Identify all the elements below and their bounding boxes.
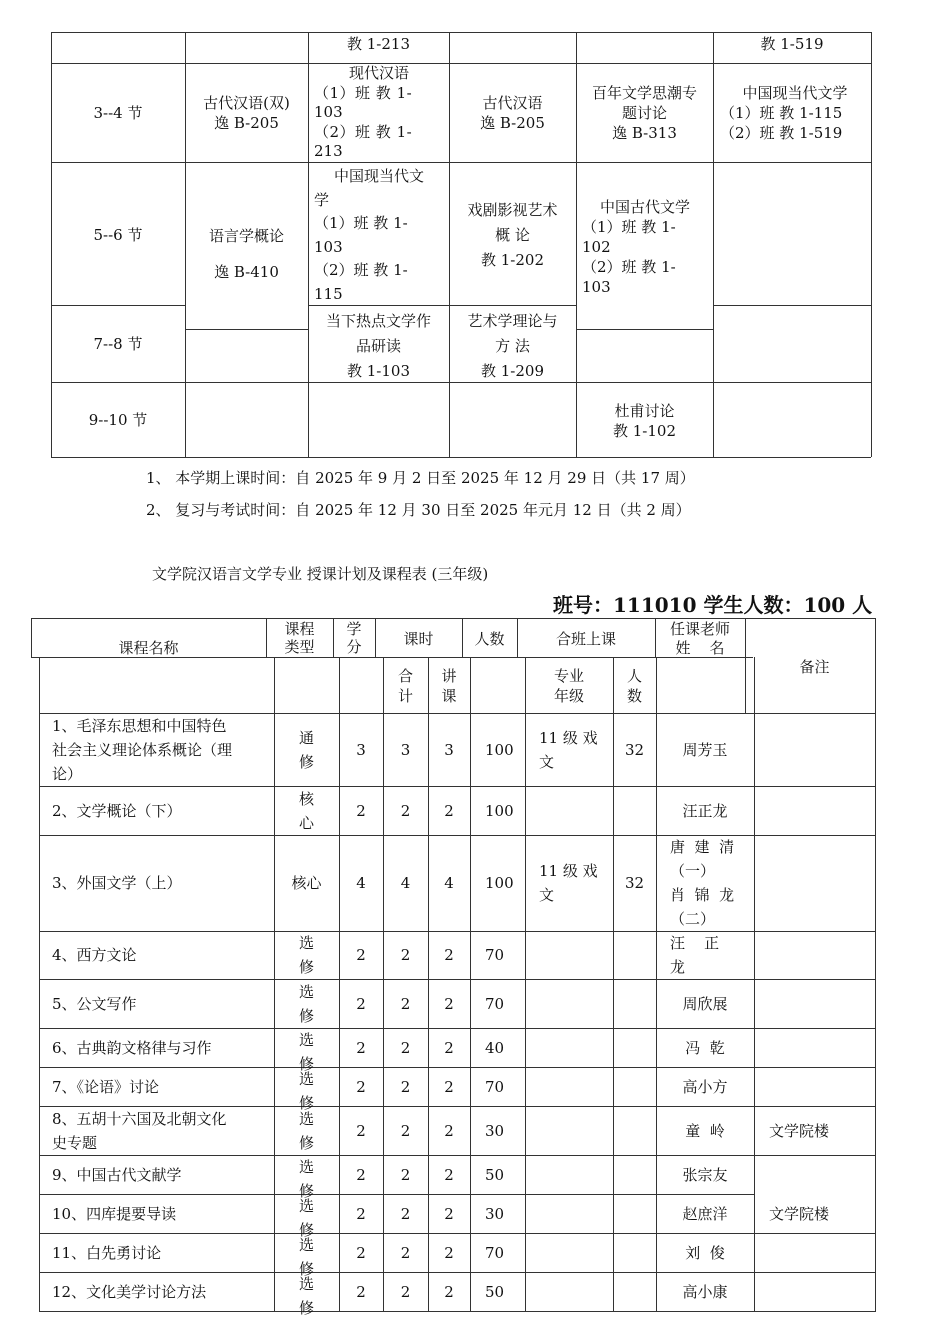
cell-type: 选 修 <box>298 1236 314 1278</box>
cell-teacher: 刘 俊 <box>685 1243 725 1262</box>
cell-name: 12、文化美学讨论方法 <box>52 1282 207 1301</box>
cell-lecture: 2 <box>444 1165 454 1184</box>
cell-students: 70 <box>485 1077 505 1096</box>
exam-note: 2、 复习与考试时间：自 2025 年 12 月 30 日至 2025 年元月 12 日（共 2 周） <box>146 501 691 519</box>
cell-type: 核心 <box>291 874 322 892</box>
cell-credit: 2 <box>356 994 366 1013</box>
cell-total: 2 <box>400 946 411 964</box>
cell-credit: 2 <box>356 1282 366 1301</box>
period-label: 9--10 节 <box>88 411 148 429</box>
schedule-cell: 中国现当代文学 （1）班 教 1-115 （2）班 教 1-519 <box>720 84 848 142</box>
cell-lecture: 2 <box>444 994 454 1013</box>
schedule-cell: 语言学概论 逸 B-410 <box>208 227 284 281</box>
header-hours: 课时 <box>403 630 434 648</box>
cell-students: 100 <box>485 740 514 759</box>
cell-lecture: 3 <box>444 740 454 759</box>
cell-students: 50 <box>485 1282 505 1301</box>
cell-students: 40 <box>485 1038 505 1057</box>
cell-lecture: 4 <box>444 874 454 892</box>
cell-credit: 2 <box>356 1038 366 1057</box>
cell-name: 3、外国文学（上） <box>52 874 182 892</box>
cell-type: 选 修 <box>298 1158 314 1200</box>
cell-total: 2 <box>400 994 411 1013</box>
cell-credit: 3 <box>356 740 366 759</box>
header-lecture: 讲 课 <box>441 667 457 705</box>
cell-total: 2 <box>400 1038 411 1057</box>
cell-major: 11 级 戏 文 <box>539 728 598 771</box>
cell-students: 30 <box>485 1121 505 1140</box>
cell-teacher: 周芳玉 <box>682 740 728 759</box>
cell-total: 4 <box>400 874 411 892</box>
cell-type: 选 修 <box>298 1275 314 1317</box>
cell-lecture: 2 <box>444 1077 454 1096</box>
header-students: 人数 <box>474 630 505 648</box>
cell-teacher: 冯 乾 <box>685 1038 725 1057</box>
cell-teacher: 童 岭 <box>685 1121 725 1140</box>
cell-credit: 2 <box>356 1077 366 1096</box>
cell-type: 选 修 <box>298 1031 314 1073</box>
header-combined-count: 人 数 <box>626 667 642 705</box>
cell-remark: 文学院楼 <box>769 1204 830 1223</box>
header-combined: 合班上课 <box>555 630 616 648</box>
cell-lecture: 2 <box>444 1282 454 1301</box>
cell-teacher: 唐 建 清 （一） 肖 锦 龙 （二） <box>670 838 735 928</box>
cell-total: 2 <box>400 1243 411 1262</box>
cell-teacher: 高小康 <box>682 1282 728 1301</box>
cell-teacher: 周欣展 <box>682 994 728 1013</box>
cell-name: 1、毛泽东思想和中国特色 社会主义理论体系概论（理 论） <box>52 716 233 783</box>
cell-name: 7、《论语》讨论 <box>52 1077 160 1096</box>
cell-mcount: 32 <box>624 740 645 759</box>
header-teacher: 任课老师 姓 名 <box>669 620 730 657</box>
class-info: 班号：111010 学生人数：100 人 <box>553 593 873 617</box>
cell-name: 8、五胡十六国及北朝文化 史专题 <box>52 1109 227 1152</box>
header-major-grade: 专业 年级 <box>553 667 584 705</box>
period-label: 3--4 节 <box>93 104 143 122</box>
cell-teacher: 高小方 <box>682 1077 728 1096</box>
schedule-cell: 中国现当代文 学 （1）班 教 1- 103 （2）班 教 1- 115 <box>314 167 425 303</box>
cell-total: 2 <box>400 1121 411 1140</box>
cell-students: 100 <box>485 874 514 892</box>
cell-students: 50 <box>485 1165 505 1184</box>
header-total: 合 计 <box>397 667 413 705</box>
cell-teacher: 汪 正 龙 <box>670 934 720 976</box>
cell-type: 通 修 <box>298 728 314 771</box>
cell-name: 2、文学概论（下） <box>52 801 182 820</box>
cell-students: 30 <box>485 1204 505 1223</box>
cell-credit: 2 <box>356 1243 366 1262</box>
header-course-name: 课程名称 <box>118 639 179 657</box>
cell-teacher: 汪正龙 <box>682 801 728 820</box>
cell-credit: 2 <box>356 946 366 964</box>
schedule-cell: 教 1-519 <box>760 35 824 53</box>
cell-students: 70 <box>485 946 505 964</box>
period-label: 5--6 节 <box>93 226 143 244</box>
cell-credit: 2 <box>356 1204 366 1223</box>
cell-lecture: 2 <box>444 946 454 964</box>
cell-lecture: 2 <box>444 1121 454 1140</box>
cell-teacher: 张宗友 <box>682 1165 728 1184</box>
cell-lecture: 2 <box>444 1204 454 1223</box>
cell-type: 选 修 <box>298 982 314 1025</box>
schedule-cell: 杜甫讨论 教 1-102 <box>612 402 676 440</box>
cell-type: 选 修 <box>298 934 314 976</box>
header-credit: 学 分 <box>346 620 362 656</box>
cell-lecture: 2 <box>444 801 454 820</box>
period-label: 7--8 节 <box>93 335 143 353</box>
cell-type: 选 修 <box>298 1070 314 1112</box>
cell-students: 70 <box>485 994 505 1013</box>
cell-credit: 2 <box>356 801 366 820</box>
schedule-cell: 教 1-213 <box>346 35 410 53</box>
schedule-cell: 当下热点文学作 品研读 教 1-103 <box>325 312 431 380</box>
schedule-cell: 中国古代文学 （1）班 教 1- 102 （2）班 教 1- 103 <box>582 198 690 296</box>
cell-total: 2 <box>400 1165 411 1184</box>
plan-title: 文学院汉语言文学专业 授课计划及课程表 (三年级) <box>152 565 489 583</box>
cell-name: 4、西方文论 <box>52 946 137 964</box>
cell-remark: 文学院楼 <box>769 1121 830 1140</box>
cell-name: 9、中国古代文献学 <box>52 1165 182 1184</box>
cell-lecture: 2 <box>444 1038 454 1057</box>
schedule-cell: 百年文学思潮专 题讨论 逸 B-313 <box>591 84 697 142</box>
cell-students: 70 <box>485 1243 505 1262</box>
cell-total: 3 <box>400 740 411 759</box>
cell-credit: 4 <box>356 874 366 892</box>
cell-type: 核 心 <box>298 789 314 832</box>
cell-total: 2 <box>400 1204 411 1223</box>
schedule-cell: 古代汉语 逸 B-205 <box>480 94 545 132</box>
cell-name: 5、公文写作 <box>52 994 137 1013</box>
cell-type: 选 修 <box>298 1197 314 1239</box>
schedule-cell: 戏剧影视艺术 概 论 教 1-202 <box>467 201 558 269</box>
cell-name: 10、四库提要导读 <box>52 1204 177 1223</box>
cell-mcount: 32 <box>624 874 645 892</box>
cell-total: 2 <box>400 801 411 820</box>
header-course-type: 课程 类型 <box>284 620 315 656</box>
cell-students: 100 <box>485 801 514 820</box>
semester-note: 1、 本学期上课时间：自 2025 年 9 月 2 日至 2025 年 12 月 29 日（共 17 周） <box>146 469 695 487</box>
cell-type: 选 修 <box>298 1109 314 1152</box>
cell-teacher: 赵庶洋 <box>682 1204 728 1223</box>
schedule-cell: 艺术学理论与 方 法 教 1-209 <box>467 312 558 380</box>
cell-lecture: 2 <box>444 1243 454 1262</box>
cell-major: 11 级 戏 文 <box>539 862 598 904</box>
cell-credit: 2 <box>356 1165 366 1184</box>
schedule-cell: 古代汉语(双) 逸 B-205 <box>203 94 290 132</box>
header-remarks: 备注 <box>799 658 830 676</box>
cell-credit: 2 <box>356 1121 366 1140</box>
cell-total: 2 <box>400 1282 411 1301</box>
cell-name: 11、白先勇讨论 <box>52 1243 162 1262</box>
cell-total: 2 <box>400 1077 411 1096</box>
schedule-cell: 现代汉语 （1）班 教 1- 103 （2）班 教 1- 213 <box>314 64 413 160</box>
cell-name: 6、古典韵文格律与习作 <box>52 1038 212 1057</box>
